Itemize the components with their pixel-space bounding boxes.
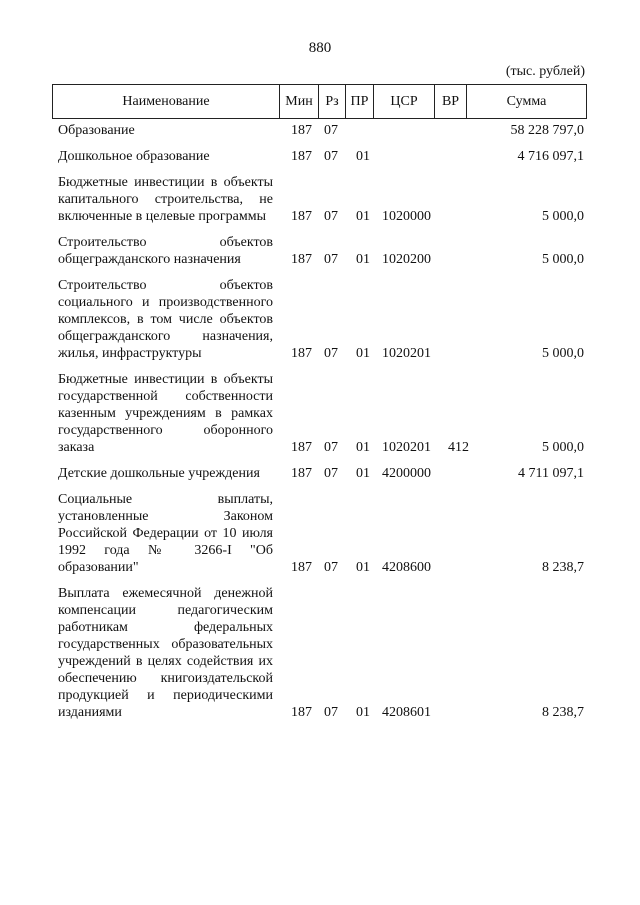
row-sum: 5 000,0 <box>542 209 584 224</box>
row-pr: 01 <box>356 149 370 164</box>
row-csr: 4208601 <box>382 705 431 720</box>
row-pr: 01 <box>356 560 370 575</box>
row-min: 187 <box>291 123 312 138</box>
row-min: 187 <box>291 209 312 224</box>
table-row <box>58 465 588 482</box>
header-rz: Рз <box>319 85 346 118</box>
row-rz: 07 <box>324 705 338 720</box>
row-csr: 1020200 <box>382 252 431 267</box>
table-row <box>58 277 588 362</box>
row-sum: 5 000,0 <box>542 252 584 267</box>
row-name: Выплата ежемесячной денежной компенсации педагогическим работникам федеральных государственных образовательных учреждений в целях содействия их обеспечению книгоиздательской продукцией и периодическими изданиями <box>58 586 273 720</box>
row-rz: 07 <box>324 209 338 224</box>
header-pr: ПР <box>346 85 374 118</box>
table-row <box>58 371 588 456</box>
row-csr: 4208600 <box>382 560 431 575</box>
header-csr: ЦСР <box>374 85 435 118</box>
row-pr: 01 <box>356 209 370 224</box>
row-min: 187 <box>291 466 312 481</box>
row-rz: 07 <box>324 346 338 361</box>
row-pr: 01 <box>356 440 370 455</box>
table-row <box>58 174 588 225</box>
table-header <box>52 84 587 119</box>
row-name: Социальные выплаты, установленные Законом Российской Федерации от 10 июля 1992 года № 3266-I "Об образовании" <box>58 492 273 575</box>
row-rz: 07 <box>324 440 338 455</box>
header-min: Мин <box>280 85 319 118</box>
row-sum: 5 000,0 <box>542 440 584 455</box>
row-pr: 01 <box>356 346 370 361</box>
header-vr: ВР <box>435 85 467 118</box>
table-row <box>58 491 588 576</box>
row-sum: 4 716 097,1 <box>517 149 584 164</box>
header-sum: Сумма <box>506 93 547 109</box>
page-number: 880 <box>308 40 332 56</box>
row-csr: 1020201 <box>382 346 431 361</box>
row-name: Образование <box>58 123 135 138</box>
row-min: 187 <box>291 705 312 720</box>
row-name: Дошкольное образование <box>58 149 210 164</box>
row-min: 187 <box>291 560 312 575</box>
row-csr: 1020000 <box>382 209 431 224</box>
units-label: (тыс. рублей) <box>505 64 585 79</box>
table-row <box>58 148 588 165</box>
row-rz: 07 <box>324 252 338 267</box>
row-name: Бюджетные инвестиции в объекты капитального строительства, не включенные в целевые программы <box>58 175 273 224</box>
header-name: Наименование <box>53 85 280 118</box>
row-min: 187 <box>291 346 312 361</box>
row-min: 187 <box>291 440 312 455</box>
row-vr: 412 <box>448 440 469 455</box>
row-name: Бюджетные инвестиции в объекты государственной собственности казенным учреждениям в рамках государственного оборонного заказа <box>58 372 273 455</box>
row-min: 187 <box>291 149 312 164</box>
row-name: Строительство объектов общегражданского назначения <box>58 235 273 267</box>
row-name: Детские дошкольные учреждения <box>58 466 260 481</box>
row-pr: 01 <box>356 705 370 720</box>
row-csr: 4200000 <box>382 466 431 481</box>
table-row <box>58 122 588 139</box>
table-body <box>58 122 588 730</box>
row-pr: 01 <box>356 252 370 267</box>
row-csr: 1020201 <box>382 440 431 455</box>
table-row <box>58 234 588 268</box>
row-rz: 07 <box>324 466 338 481</box>
row-rz: 07 <box>324 560 338 575</box>
row-name: Строительство объектов социального и производственного комплексов, в том числе объектов общегражданского назначения, жилья, инфраструктуры <box>58 278 273 361</box>
row-sum: 5 000,0 <box>542 346 584 361</box>
row-rz: 07 <box>324 149 338 164</box>
row-sum: 4 711 097,1 <box>518 466 584 481</box>
row-min: 187 <box>291 252 312 267</box>
table-row <box>58 585 588 721</box>
row-sum: 8 238,7 <box>542 560 584 575</box>
row-rz: 07 <box>324 123 338 138</box>
row-sum: 8 238,7 <box>542 705 584 720</box>
row-sum: 58 228 797,0 <box>510 123 584 138</box>
row-pr: 01 <box>356 466 370 481</box>
